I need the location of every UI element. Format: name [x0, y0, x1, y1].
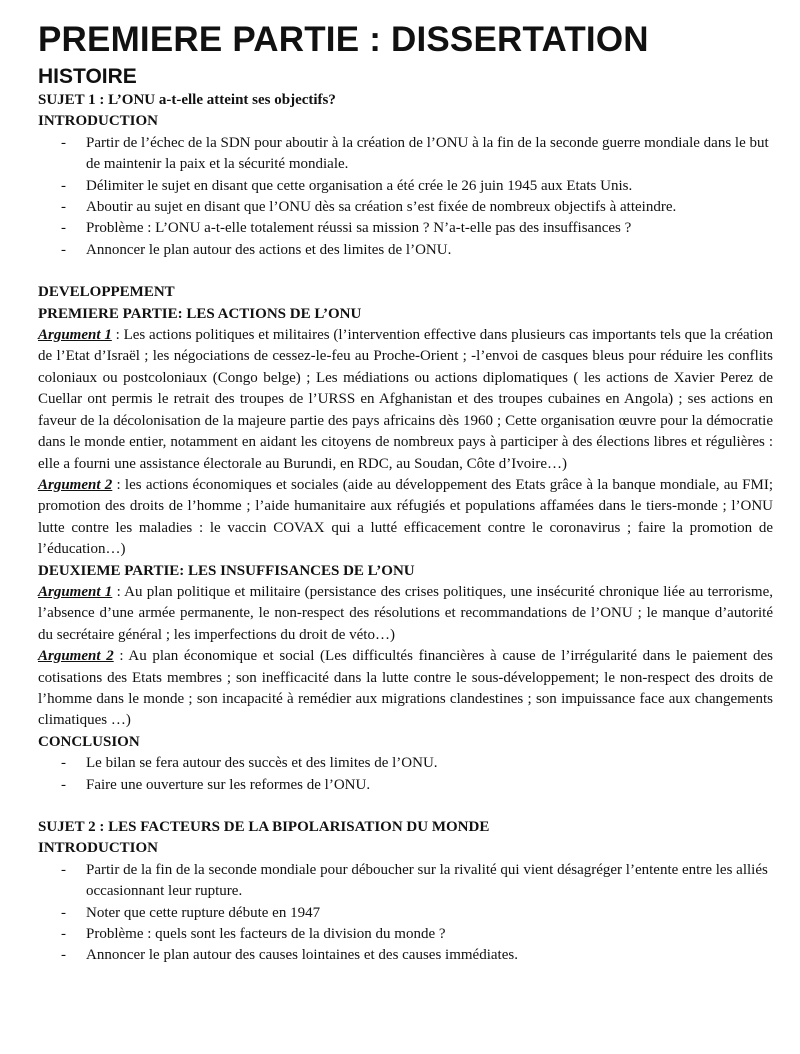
list-item: - Annoncer le plan autour des actions et des limites de l’ONU. — [38, 240, 773, 261]
list-item: - Délimiter le sujet en disant que cette organisation a été crée le 26 juin 1945 aux Etats Unis. — [38, 176, 773, 197]
development-heading: DEVELOPPEMENT — [38, 284, 175, 301]
bullet-dash: - — [61, 926, 66, 943]
list-item: - Annoncer le plan autour des causes lointaines et des causes immédiates. — [38, 945, 773, 966]
part1-argument-1: Argument 1 : Les actions politiques et militaires (l’intervention effective dans plusieurs cas importants tels que la création de l’Etat d’Israël ; les négociations de cessez-le-feu au Proche-Orient ; -l’envoi de casques bleus pour réduire les conflits coloniaux ou postcoloniaux (Congo belge) ; Les médiations ou actions diplomatiques ( les actions de Xavier Perez de Cuellar ont permis le retrait des troupes de l’URSS en Afghanistan et des troupes cubaines en Angola) ; ses actions en faveur de la décolonisation de la majeure partie des pays africains dès 1960 ; Cette organisation œuvre pour la démocratie dans le monde entier, notamment en aidant les citoyens de nombreux pays à participer à des élections libres et régulières : elle a fourni une assistance électorale au Burundi, en RDC, au Soudan, Côte d’Ivoire…) — [38, 327, 773, 472]
argument-label: Argument 1 — [38, 583, 113, 600]
bullet-dash: - — [61, 220, 66, 237]
argument-label: Argument 1 — [38, 327, 112, 344]
page-title: PREMIERE PARTIE : DISSERTATION — [38, 20, 649, 59]
sujet1-heading: SUJET 1 : L’ONU a-t-elle atteint ses objectifs? — [38, 92, 336, 108]
sujet1-intro-heading: INTRODUCTION — [38, 113, 159, 130]
conclusion-list — [38, 753, 773, 796]
sujet2-intro-heading: INTRODUCTION — [38, 840, 159, 857]
bullet-dash: - — [61, 776, 66, 793]
sujet2-intro-list — [38, 860, 773, 967]
bullet-dash: - — [61, 134, 66, 151]
conclusion-heading: CONCLUSION — [38, 733, 140, 750]
part1-heading: PREMIERE PARTIE: LES ACTIONS DE L’ONU — [38, 305, 362, 322]
argument-label: Argument 2 — [38, 476, 113, 493]
bullet-dash: - — [61, 199, 66, 216]
part2-heading: DEUXIEME PARTIE: LES INSUFFISANCES DE L’ONU — [38, 562, 415, 579]
list-item: - Noter que cette rupture débute en 1947 — [38, 903, 773, 924]
sujet1-intro-list — [38, 133, 773, 261]
subject-area-heading: HISTOIRE — [38, 65, 137, 88]
sujet2-heading: SUJET 2 : LES FACTEURS DE LA BIPOLARISATION DU MONDE — [38, 819, 490, 835]
part1-argument-2: Argument 2 : les actions économiques et sociales (aide au développement des Etats grâce à la banque mondiale, au FMI; promotion des droits de l’homme ; l’aide humanitaire aux réfugiés et populations affamées dans le tiers-monde ; l’ONU lutte contre les maladies : le vaccin COVAX qui a lutté efficacement contre le coronavirus ; faire la promotion de l’éducation…) — [38, 476, 773, 558]
list-item: - Le bilan se fera autour des succès et des limites de l’ONU. — [38, 753, 773, 774]
bullet-dash: - — [61, 947, 66, 964]
list-item: - Faire une ouverture sur les reformes de l’ONU. — [38, 775, 773, 796]
bullet-dash: - — [61, 904, 66, 921]
document-page — [38, 20, 773, 967]
bullet-dash: - — [61, 861, 66, 878]
part2-argument-1: Argument 1 : Au plan politique et militaire (persistance des crises politiques, une insécurité chronique liée au terrorisme, l’absence d’une armée permanente, le non-respect des résolutions et recommandations de l’ONU ; le manque d’autorité du secrétaire général ; les imperfections du droit de véto…) — [38, 583, 773, 643]
list-item: - Problème : L’ONU a-t-elle totalement réussi sa mission ? N’a-t-elle pas des insuffisances ? — [38, 218, 773, 239]
bullet-dash: - — [61, 755, 66, 772]
argument-label: Argument 2 — [38, 648, 114, 665]
bullet-dash: - — [61, 177, 66, 194]
spacer — [38, 261, 773, 282]
spacer — [38, 796, 773, 817]
list-item: - Problème : quels sont les facteurs de la division du monde ? — [38, 924, 773, 945]
list-item: - Aboutir au sujet en disant que l’ONU dès sa création s’est fixée de nombreux objectifs à atteindre. — [38, 197, 773, 218]
list-item: - Partir de l’échec de la SDN pour aboutir à la création de l’ONU à la fin de la seconde guerre mondiale dans le but de maintenir la paix et la sécurité mondiale. — [61, 134, 769, 173]
bullet-dash: - — [61, 241, 66, 258]
list-item: - Partir de la fin de la seconde mondiale pour déboucher sur la rivalité qui vient désagréger l’entente entre les alliés occasionnant leur rupture. — [61, 861, 768, 900]
part2-argument-2: Argument 2 : Au plan économique et social (Les difficultés financières à cause de l’irrégularité dans le paiement des cotisations des Etats membres ; son inefficacité dans la lutte contre le sous-développement; le non-respect des droits de l’homme dans le monde ; son incapacité à remédier aux migrations clandestines ; son impuissance face aux changements climatiques …) — [38, 648, 773, 729]
